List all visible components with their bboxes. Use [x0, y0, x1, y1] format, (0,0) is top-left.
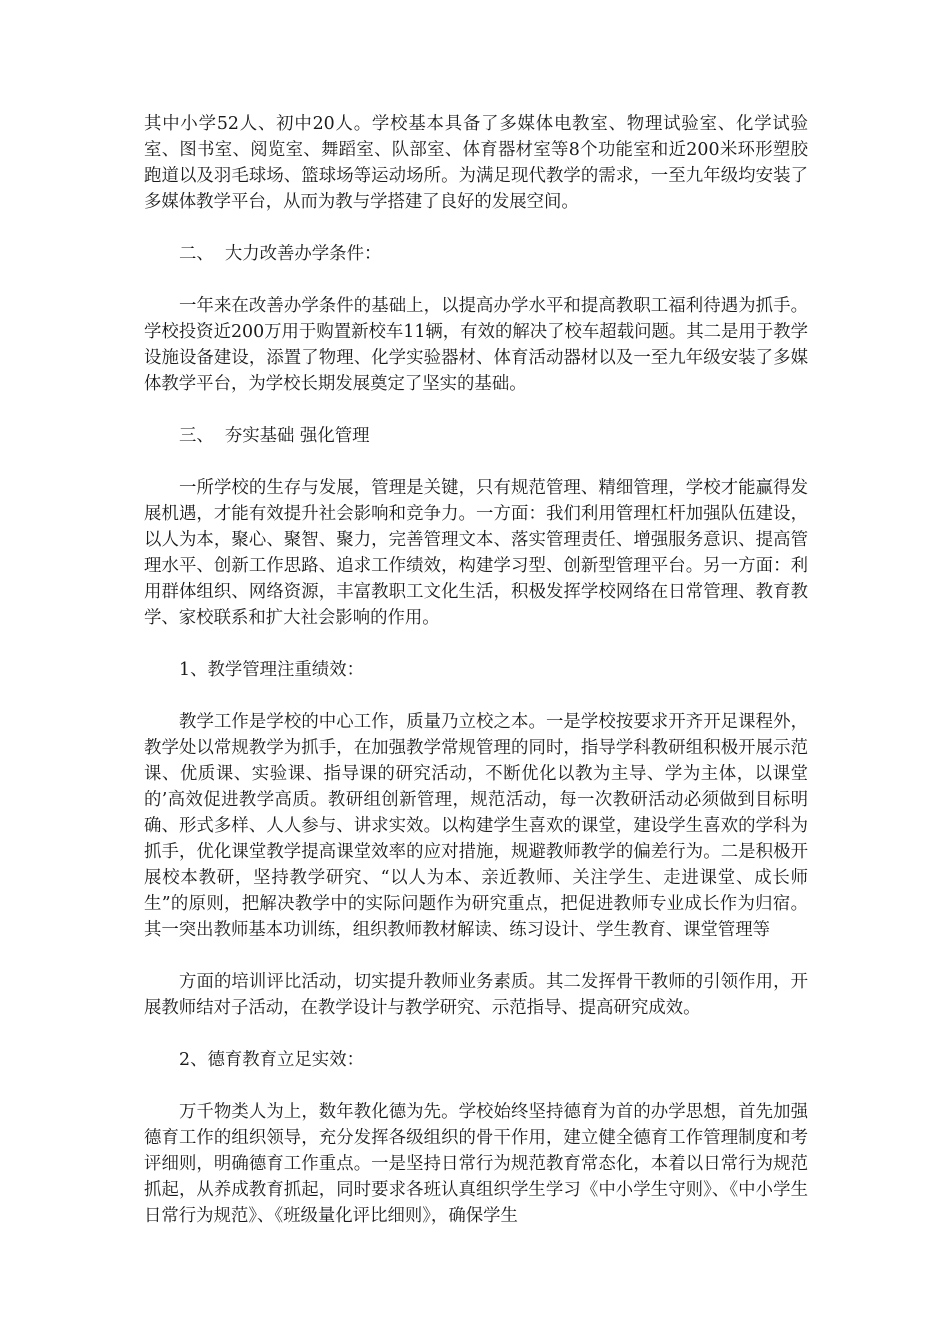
paragraph-management: 一所学校的生存与发展，管理是关键，只有规范管理、精细管理，学校才能赢得发展机遇，才能有效提升社会影响和竞争力。一方面：我们利用管理杠杆加强队伍建设，以人为本，聚心、聚智、聚力，完善管理文本、落实管理责任、增强服务意识、提高管理水平、创新工作思路、追求工作绩效，构建学习型、创新型管理平台。另一方面：利用群体组织、网络资源，丰富教职工文化生活，积极发挥学校网络在日常管理、教育教学、家校联系和扩大社会影响的作用。: [144, 478, 808, 628]
paragraph-training: 方面的培训评比活动，切实提升教师业务素质。其二发挥骨干教师的引领作用，开展教师结对子活动，在教学设计与教学研究、示范指导、提高研究成效。: [144, 972, 808, 1018]
paragraph-teaching: 教学工作是学校的中心工作，质量乃立校之本。一是学校按要求开齐开足课程外，教学处以常规教学为抓手，在加强教学常规管理的同时，指导学科教研组积极开展示范课、优质课、实验课、指导课的研究活动，不断优化以教为主导、学为主体，以课堂的’高效促进教学高质。教研组创新管理，规范活动，每一次教研活动必须做到目标明确、形式多样、人人参与、讲求实效。以构建学生喜欢的课堂，建设学生喜欢的学科为抓手，优化课堂教学提高课堂效率的应对措施，规避教师教学的偏差行为。二是积极开展校本教研，坚持教学研究、“以人为本、亲近教师、关注学生、走进课堂、成长师生”的原则，把解决教学中的实际问题作为研究重点，把促进教师专业成长作为归宿。其一突出教师基本功训练，组织教师教材解读、练习设计、学生教育、课堂管理等: [144, 712, 808, 940]
subsection-heading-moral: 2、德育教育立足实效：: [179, 1050, 364, 1070]
document-body: [144, 111, 808, 1255]
paragraph-conditions: 一年来在改善办学条件的基础上，以提高办学水平和提高教职工福利待遇为抓手。学校投资近200万用于购置新校车11辆，有效的解决了校车超载问题。其二是用于教学设施设备建设，添置了物理、化学实验器材、体育活动器材以及一至九年级安装了多媒体教学平台，为学校长期发展奠定了坚实的基础。: [144, 296, 808, 394]
paragraph-facilities: 其中小学52人、初中20人。学校基本具备了多媒体电教室、物理试验室、化学试验室、图书室、阅览室、舞蹈室、队部室、体育器材室等8个功能室和近200米环形塑胶跑道以及羽毛球场、篮球场等运动场所。为满足现代教学的需求，一至九年级均安装了多媒体教学平台，从而为教与学搭建了良好的发展空间。: [144, 114, 808, 212]
subsection-heading-teaching: 1、教学管理注重绩效：: [179, 660, 364, 680]
section-heading-conditions: 二、 大力改善办学条件：: [179, 244, 382, 264]
paragraph-moral: 万千物类人为上，数年教化德为先。学校始终坚持德育为首的办学思想，首先加强德育工作的组织领导，充分发挥各级组织的骨干作用，建立健全德育工作管理制度和考评细则，明确德育工作重点。一是坚持日常行为规范教育常态化，本着以日常行为规范抓起，从养成教育抓起，同时要求各班认真组织学生学习《中小学生守则》、《中小学生日常行为规范》、《班级量化评比细则》，确保学生: [144, 1102, 808, 1226]
section-heading-management: 三、 夯实基础 强化管理: [179, 426, 370, 446]
